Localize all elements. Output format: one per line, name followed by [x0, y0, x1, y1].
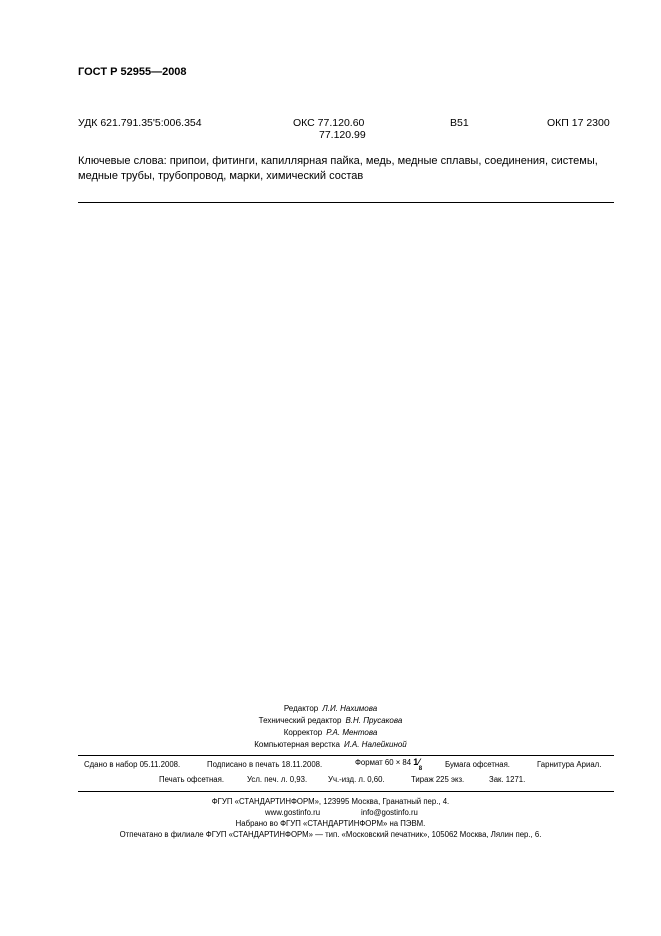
credit-tech-editor: [0, 716, 661, 725]
credit-proof-name: Р.А. Ментова: [326, 728, 378, 737]
credit-layout: [0, 740, 661, 749]
credit-editor-name: Л.И. Нахимова: [322, 704, 378, 713]
print-format-text: Формат 60 × 84: [355, 758, 412, 767]
divider-bottom: [78, 791, 614, 792]
credit-tech-role: Технический редактор: [258, 716, 342, 725]
print-paper: Бумага офсетная.: [445, 760, 510, 769]
oks-code-2: 77.120.99: [319, 129, 366, 141]
udk-code: УДК 621.791.35'5:006.354: [78, 117, 202, 129]
publisher-printed: Отпечатано в филиале ФГУП «СТАНДАРТИНФОРМ» — тип. «Московский печатник», 105062 Москва, Лялин пер., 6.: [119, 830, 542, 839]
format-fraction: $1⁄_8$: [413, 757, 423, 772]
print-format: [355, 757, 423, 770]
credit-layout-name: И.А. Налейкиной: [343, 740, 407, 749]
keywords: Ключевые слова: припои, фитинги, капиллярная пайка, медь, медные сплавы, соединения, системы, медные трубы, трубопровод, марки, химический состав: [78, 155, 598, 182]
credit-layout-role: Компьютерная верстка: [254, 740, 340, 749]
credit-editor-role: Редактор: [283, 704, 319, 713]
publisher-typeset: Набрано во ФГУП «СТАНДАРТИНФОРМ» на ПЭВМ.: [235, 819, 426, 828]
format-fraction-num: 1: [413, 757, 419, 767]
publisher-email: info@gostinfo.ru: [361, 808, 418, 817]
oks-code-1: ОКС 77.120.60: [293, 117, 365, 129]
print-sheets: Усл. печ. л. 0,93.: [247, 775, 308, 784]
divider-top: [78, 202, 614, 203]
publisher-address: ФГУП «СТАНДАРТИНФОРМ», 123995 Москва, Гранатный пер., 4.: [211, 797, 450, 806]
credit-editor: [0, 704, 661, 713]
print-method: Печать офсетная.: [159, 775, 225, 784]
print-pub-sheets: Уч.-изд. л. 0,60.: [328, 775, 385, 784]
okp-code: ОКП 17 2300: [547, 117, 610, 129]
divider-middle: [78, 755, 614, 756]
format-fraction-den: 8: [418, 765, 423, 772]
print-order: Зак. 1271.: [489, 775, 526, 784]
credit-proofreader: [0, 728, 661, 737]
standard-number: ГОСТ Р 52955—2008: [78, 66, 187, 78]
publisher-website: www.gostinfo.ru: [265, 808, 321, 817]
group-code: В51: [450, 117, 469, 129]
print-font: Гарнитура Ариал.: [537, 760, 602, 769]
credit-tech-name: В.Н. Прусакова: [345, 716, 403, 725]
print-sent-date: Сдано в набор 05.11.2008.: [84, 760, 181, 769]
print-signed-date: Подписано в печать 18.11.2008.: [207, 760, 323, 769]
credit-proof-role: Корректор: [283, 728, 323, 737]
print-run: Тираж 225 экз.: [411, 775, 465, 784]
